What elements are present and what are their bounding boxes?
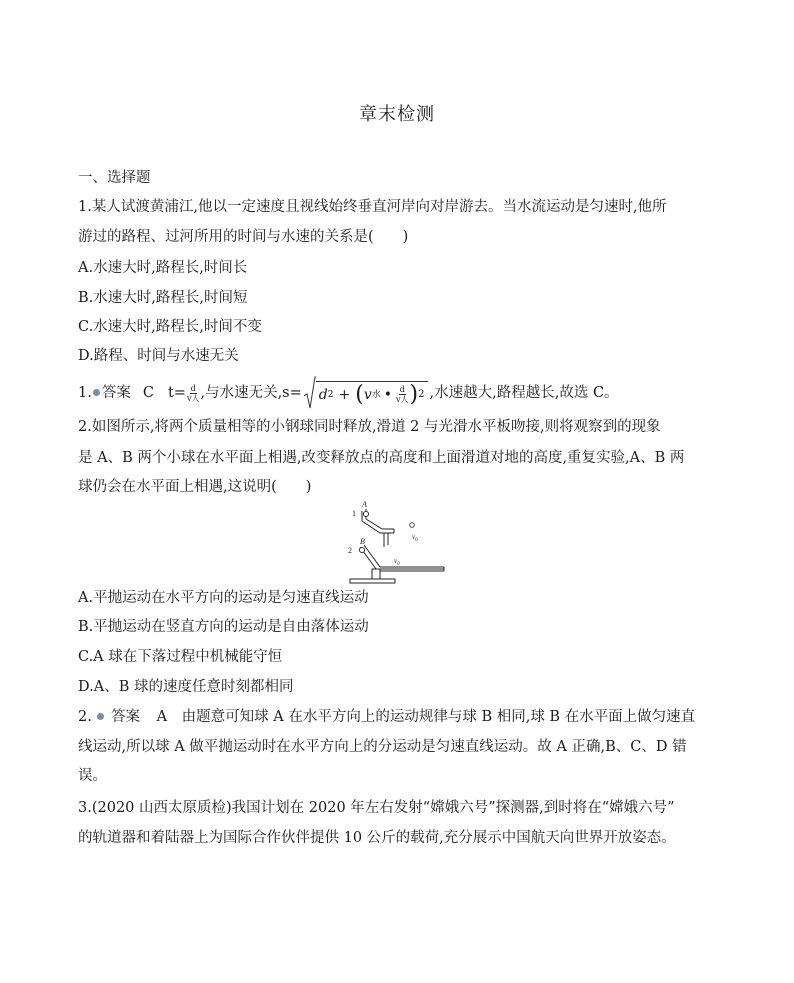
label-v0-upper: $v_0$ bbox=[412, 533, 418, 543]
q1-dot: • bbox=[383, 386, 393, 403]
q1-t-equals: t= bbox=[167, 385, 186, 401]
q2-answer-text: A 由题意可知球 A 在水平方向上的运动规律与球 B 相同,球 B 在水平面上做匀速直 bbox=[156, 709, 696, 725]
q1-fraction bbox=[187, 384, 200, 403]
q2-answer-line2: 线运动,所以球 A 做平抛运动时在水平方向上的分运动是匀速直线运动。故 A 正确,B、C、D 错 bbox=[78, 739, 687, 755]
q1-answer-choice: C bbox=[142, 385, 154, 401]
q1-inner-frac-den: v人 bbox=[396, 395, 409, 404]
ball-b bbox=[359, 547, 364, 552]
label-track-1: 1 bbox=[352, 509, 356, 518]
q1-stem-line2: 游过的路程、过河所用的时间与水速的关系是( ) bbox=[78, 229, 409, 245]
q1-option-d: D.路程、时间与水速无关 bbox=[78, 348, 239, 364]
q2-answer-line3: 误。 bbox=[78, 768, 107, 784]
q1-answer-mid: ,与水速无关,s= bbox=[200, 385, 302, 401]
q1-frac-den: v人 bbox=[186, 393, 200, 403]
q2-answer-label: 答案 bbox=[111, 709, 141, 725]
q1-inner-frac-num: d bbox=[399, 385, 405, 394]
label-v0-lower: $v_0$ bbox=[394, 557, 400, 567]
answer-badge-icon bbox=[97, 713, 104, 720]
q1-d2-sub: 2 bbox=[327, 389, 334, 400]
q1-sqrt bbox=[304, 376, 428, 410]
q1-sqrt-body bbox=[316, 381, 428, 406]
q1-option-a: A.水速大时,路程长,时间长 bbox=[78, 260, 248, 276]
ball-a bbox=[363, 511, 368, 516]
q1-v-water: v bbox=[363, 386, 372, 403]
label-track-2: 2 bbox=[348, 546, 352, 555]
q1-answer-label: 答案 bbox=[101, 385, 131, 401]
label-a: A bbox=[362, 500, 367, 509]
q1-answer-tail: ,水速越大,路程越长,故选 C。 bbox=[429, 385, 619, 401]
left-paren-icon: ( bbox=[355, 381, 364, 407]
q2-answer-line1 bbox=[78, 706, 695, 728]
label-b: B bbox=[360, 537, 365, 546]
q1-frac-num: d bbox=[190, 383, 196, 393]
slide-apparatus-diagram bbox=[340, 495, 455, 590]
q1-inner-fraction bbox=[396, 385, 409, 404]
q1-answer-number: 1. bbox=[78, 385, 92, 401]
q2-stem-line2: 是 A、B 两个小球在水平面上相遇,改变释放点的高度和上面滑道对地的高度,重复实验,A、B 两 bbox=[78, 450, 685, 466]
q2-option-d: D.A、B 球的速度任意时刻都相同 bbox=[78, 679, 294, 695]
q2-option-c: C.A 球在下落过程中机械能守恒 bbox=[78, 649, 283, 665]
q1-stem-line1: 1.某人试渡黄浦江,他以一定速度且视线始终垂直河岸向对岸游去。当水流运动是匀速时,他所 bbox=[78, 199, 667, 215]
q3-stem-line1: 3.(2020 山西太原质检)我国计划在 2020 年左右发射“嫦娥六号”探测器,到时将在“嫦娥六号” bbox=[78, 800, 675, 816]
q2-experiment-figure bbox=[340, 495, 455, 594]
radical-sign-icon bbox=[304, 376, 316, 410]
section-heading: 一、选择题 bbox=[78, 170, 151, 186]
q2-answer-number: 2. bbox=[78, 709, 92, 725]
q1-option-b: B.水速大时,路程长,时间短 bbox=[78, 290, 248, 306]
q2-stem-line1: 2.如图所示,将两个质量相等的小钢球同时释放,滑道 2 与光滑水平板吻接,则将观察到的现象 bbox=[78, 419, 661, 435]
q1-answer-line bbox=[78, 375, 619, 411]
q1-v-water-sub: 水 bbox=[371, 389, 381, 400]
right-paren-icon: ) bbox=[409, 381, 419, 407]
q2-option-a: A.平抛运动在水平方向的运动是匀速直线运动 bbox=[78, 590, 369, 606]
answer-badge-icon bbox=[93, 389, 100, 396]
q1-square: 2 bbox=[418, 388, 425, 400]
ball-a-in-flight bbox=[410, 523, 415, 528]
q1-option-c: C.水速大时,路程长,时间不变 bbox=[78, 319, 262, 335]
page-title: 章末检测 bbox=[359, 104, 435, 125]
q2-option-b: B.平抛运动在竖直方向的运动是自由落体运动 bbox=[78, 619, 369, 635]
q1-plus: + bbox=[338, 386, 351, 403]
q1-d2: d bbox=[318, 386, 328, 403]
q2-stem-line3: 球仍会在水平面上相遇,这说明( ) bbox=[78, 479, 312, 495]
q3-stem-line2: 的轨道器和着陆器上为国际合作伙伴提供 10 公斤的载荷,充分展示中国航天向世界开放姿态。 bbox=[78, 830, 676, 846]
